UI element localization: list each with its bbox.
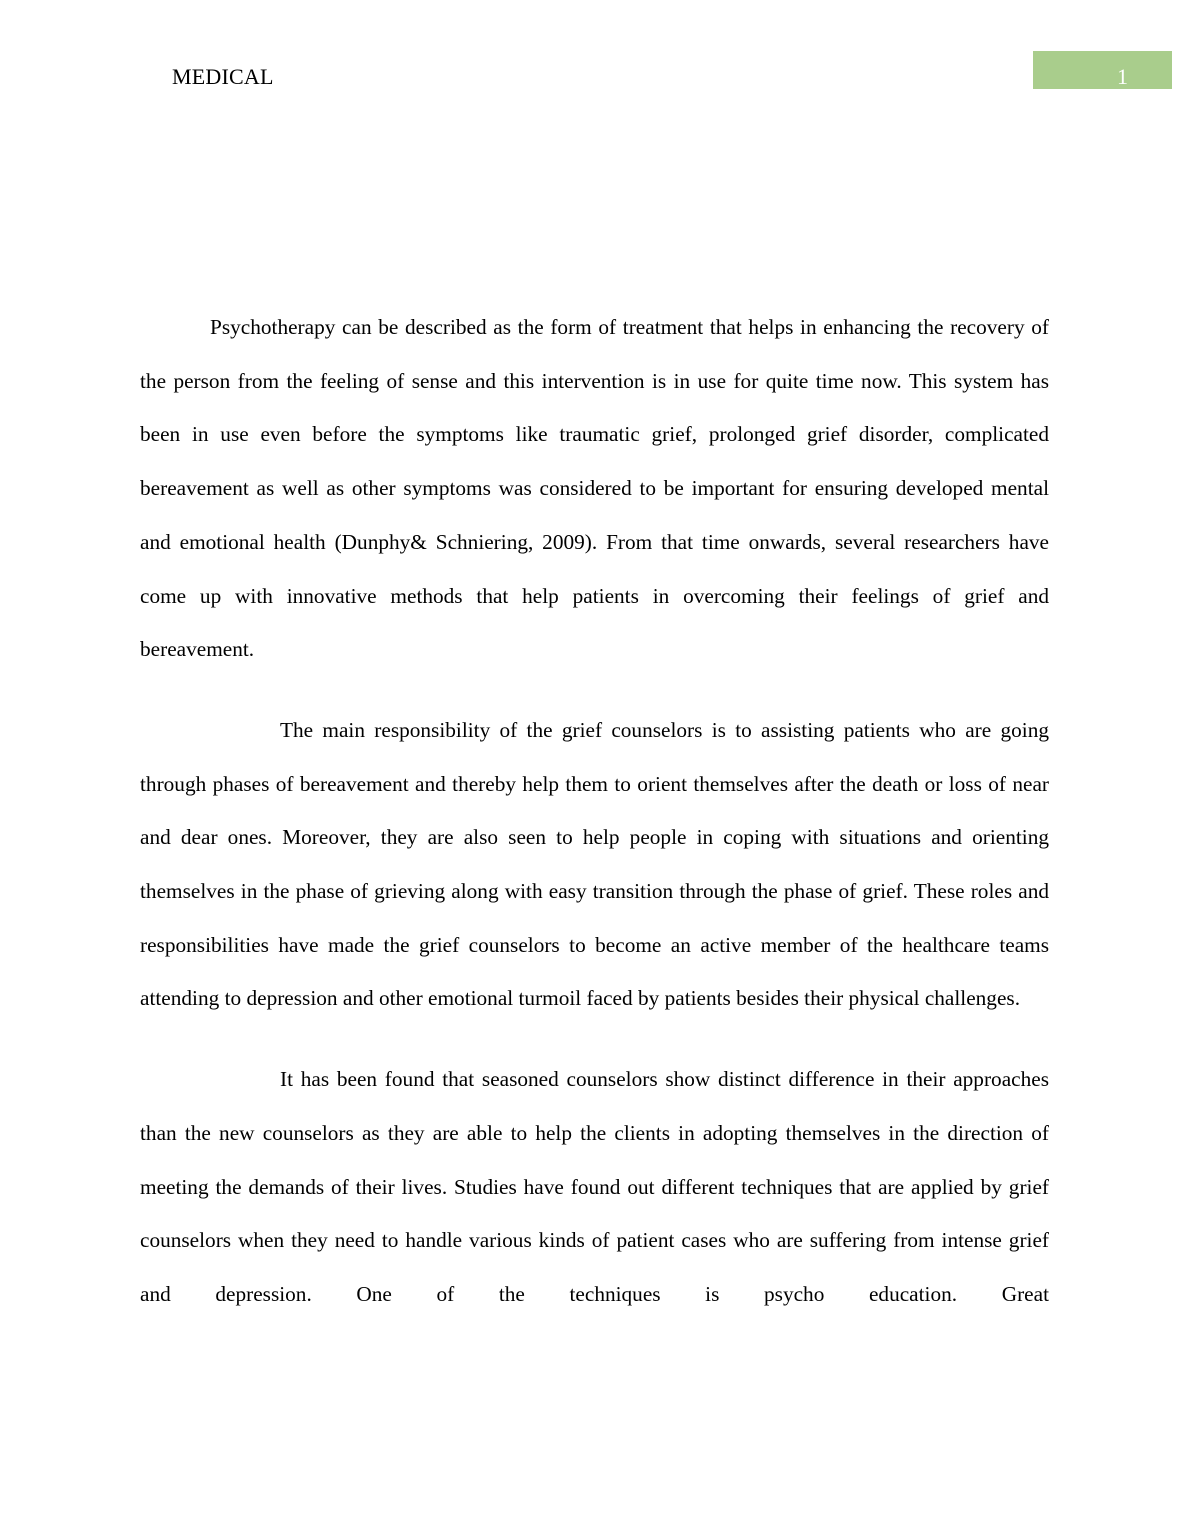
- document-body: [140, 301, 1049, 1349]
- paragraph-psychotherapy: Psychotherapy can be described as the form of treatment that helps in enhancing the recovery of the person from the feeling of sense and this intervention is in use for quite time now. This system has been in use even before the symptoms like traumatic grief, prolonged grief disorder, complicated bereavement as well as other symptoms was considered to be important for ensuring developed mental and emotional health (Dunphy& Schniering, 2009). From that time onwards, several researchers have come up with innovative methods that help patients in overcoming their feelings of grief and bereavement.: [140, 315, 1049, 662]
- page-number-box: [1033, 51, 1172, 89]
- paragraph-grief-counselors: The main responsibility of the grief counselors is to assisting patients who are going through phases of bereavement and thereby help them to orient themselves after the death or loss of near and dear ones. Moreover, they are also seen to help people in coping with situations and orienting themselves in the phase of grieving along with easy transition through the phase of grief. These roles and responsibilities have made the grief counselors to become an active member of the healthcare teams attending to depression and other emotional turmoil faced by patients besides their physical challenges.: [140, 717, 1049, 1011]
- running-head: MEDICAL: [172, 64, 274, 89]
- paragraph-seasoned-counselors: It has been found that seasoned counselors show distinct difference in their approaches than the new counselors as they are able to help the clients in adopting themselves in the direction of meeting the demands of their lives. Studies have found out different techniques that are applied by grief counselors when they need to handle various kinds of patient cases who are suffering from intense grief and depression. One of the techniques is psycho education. Great: [140, 1067, 1049, 1306]
- page-number: 1: [1117, 64, 1128, 89]
